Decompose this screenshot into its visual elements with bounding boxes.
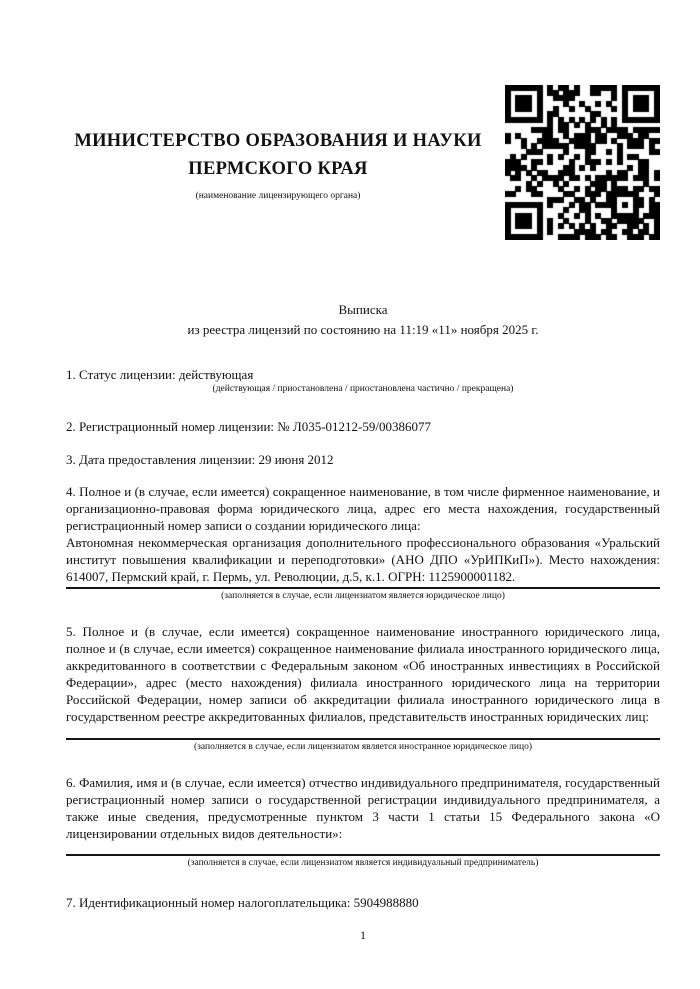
item-individual-entrepreneur-label: 6. Фамилия, имя и (в случае, если имеется) отчество индивидуального предпринимателя, государственный регистрационный номер записи о государственной регистрации индивидуального предпринимателя, а также иные сведения, предусмотренные пунктом 3 части 1 статьи 15 Федерального закона «О лицензировании отдельных видов деятельности»: (66, 775, 660, 841)
item-foreign-entity-label: 5. Полное и (в случае, если имеется) сокращенное наименование иностранного юридического лица, полное и (в случае, если имеется) сокращенное наименование филиала иностранного юридического лица, аккредитованного в соответствии с Федеральным законом «Об иностранных инвестициях в Российской Федерации», адрес (место нахождения) филиала иностранного юридического лица на территории Российской Федерации, номер записи об аккредитации филиала иностранного юридического лица в государственном реестре аккредитованных филиалов, представительств иностранных юридических лиц: (66, 624, 660, 724)
item-license-status: 1. Статус лицензии: действующая (66, 367, 254, 382)
item-foreign-entity-value-line (66, 725, 660, 740)
document-title-line2: из реестра лицензий по состоянию на 11:19 «11» ноября 2025 г. (187, 322, 539, 337)
item-registration-number: 2. Регистрационный номер лицензии: № Л035-01212-59/00386077 (66, 419, 432, 434)
item-legal-entity-value: Автономная некоммерческая организация дополнительного профессионального образования «Уральский институт повышения квалификации и переподготовки» (АНО ДПО «УрИПКиП»). Место нахождения: 614007, Пермский край, г. Пермь, ул. Революции, д.5, к.1. ОГРН: 1125900001182. (66, 534, 660, 589)
document-body (66, 366, 660, 944)
qr-code-container (505, 85, 660, 240)
item-grant-date: 3. Дата предоставления лицензии: 29 июня 2012 (66, 452, 334, 467)
item-individual-entrepreneur-note: (заполняется в случае, если лицензиатом является индивидуальный предприниматель) (187, 858, 539, 868)
qr-code-icon (505, 85, 660, 240)
item-legal-entity-label: 4. Полное и (в случае, если имеется) сокращенное наименование, в том числе фирменное наименование, и организационно-правовая форма юридического лица, адрес его места нахождения, государственный регистрационный номер записи о создании юридического лица: (66, 484, 660, 533)
page-number: 1 (360, 928, 366, 942)
ministry-name-note: (наименование лицензирующего органа) (195, 191, 361, 201)
document-header (66, 85, 660, 240)
licensing-authority-block (66, 85, 490, 202)
item-legal-entity-note: (заполняется в случае, если лицензиатом является юридическое лицо) (221, 591, 505, 601)
item-taxpayer-number: 7. Идентификационный номер налогоплательщика: 5904988880 (66, 895, 419, 910)
ministry-name-line1: МИНИСТЕРСТВО ОБРАЗОВАНИЯ И НАУКИ (74, 131, 482, 151)
item-individual-entrepreneur-value-line (66, 842, 660, 856)
document-title-line1: Выписка (338, 302, 388, 317)
ministry-name-line2: ПЕРМСКОГО КРАЯ (188, 159, 368, 179)
item-foreign-entity-note: (заполняется в случае, если лицензиатом является иностранное юридическое лицо) (194, 742, 532, 752)
document-title (66, 300, 660, 340)
item-license-status-note: (действующая / приостановлена / приостановлена частично / прекращена) (212, 384, 514, 394)
